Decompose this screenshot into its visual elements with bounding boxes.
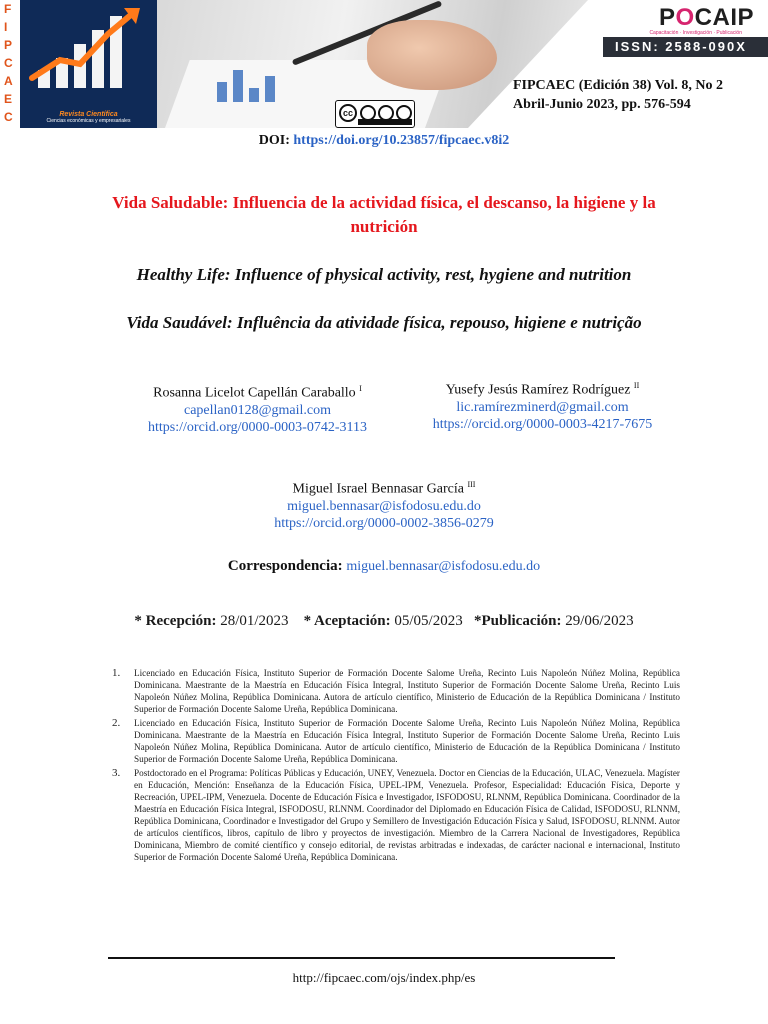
note-number: 1. — [112, 667, 121, 679]
accepted-label: * Aceptación: — [303, 613, 391, 629]
author-affiliation-mark: II — [633, 381, 640, 390]
author-email-link[interactable]: lic.ramírezminerd@gmail.com — [456, 399, 629, 415]
issn-badge: ISSN: 2588-090X — [603, 37, 768, 57]
note-text: Licenciado en Educación Física, Instituto Superior de Formación Docente Salome Ureña, Recinto Luis Napoleón Núñez Molina, República Dominicana. Maestrante de la Maestría en Educación Física Integral, Instituto Superior de Formación Docente Salome Ureña, Recinto Luis Napoleón Núñez Molina, República Dominicana. Autor de artículo científico, Ministerio de Educación de la República Dominicana / Instituto Superior de Formación Docente Salome Ureña, República Dominicana. — [134, 718, 680, 764]
doi-label: DOI: — [258, 133, 290, 148]
logo-title: Revista Científica — [59, 111, 118, 118]
received-date: 28/01/2023 — [220, 613, 289, 629]
received-label: * Recepción: — [134, 613, 217, 629]
author-name: Rosanna Licelot Capellán Caraballo $^I$ — [153, 384, 362, 401]
affiliation-note — [108, 667, 680, 715]
side-letter: E — [4, 92, 13, 106]
journal-logo — [20, 0, 157, 128]
doi-link[interactable]: https://doi.org/10.23857/fipcaec.v8i2 — [293, 133, 510, 148]
author-block — [234, 476, 534, 532]
journal-info — [513, 76, 723, 114]
author-affiliation-mark: I — [359, 384, 362, 393]
correspondence-email-link[interactable]: miguel.bennasar@isfodosu.edu.do — [346, 559, 541, 574]
affiliation-note — [108, 767, 680, 863]
title-spanish: Vida Saludable: Influencia de la actividad física, el descanso, la higiene y la nutrición — [112, 193, 656, 236]
journal-edition: FIPCAEC (Edición 38) Vol. 8, No 2 — [513, 78, 724, 93]
note-number: 2. — [112, 717, 121, 729]
title-english: Healthy Life: Influence of physical activity, rest, hygiene and nutrition — [136, 265, 632, 284]
note-text: Licenciado en Educación Física, Instituto Superior de Formación Docente Salome Ureña, Recinto Luis Napoleón Núñez Molina, República Dominicana. Maestrante de la Maestría en Educación Física Integral, Instituto Superior de Formación Docente Salome Ureña, Recinto Luis Napoleón Núñez Molina, República Dominicana. Autora de artículo científico, Ministerio de Educación de la República Dominicana / Instituto Superior de Formación Docente Salome Ureña, República Dominicana. — [134, 668, 680, 714]
author-orcid-link[interactable]: https://orcid.org/0000-0002-3856-0279 — [274, 515, 494, 531]
side-letters — [0, 0, 20, 130]
side-letter: C — [4, 56, 13, 70]
affiliation-notes — [108, 667, 680, 865]
author-block — [405, 377, 680, 433]
journal-header-banner — [0, 0, 768, 130]
journal-pages: Abril-Junio 2023, pp. 576-594 — [513, 97, 691, 112]
dates-line — [0, 613, 768, 630]
side-letter: P — [4, 38, 13, 52]
logo-subtitle: Ciencias económicas y empresariales — [46, 118, 131, 124]
author-affiliation-mark: III — [467, 480, 476, 489]
author-block — [110, 380, 405, 436]
footer-divider — [108, 957, 615, 959]
affiliation-note — [108, 717, 680, 765]
title-portuguese: Vida Saudável: Influência da atividade física, repouso, higiene e nutrição — [126, 313, 642, 332]
author-orcid-link[interactable]: https://orcid.org/0000-0003-4217-7675 — [432, 416, 653, 432]
side-letter: C — [4, 110, 13, 124]
note-number: 3. — [112, 767, 121, 779]
publisher-tagline: Capacitación · Investigación · Publicación — [649, 30, 742, 36]
side-letter: F — [4, 2, 12, 16]
author-name: Yusefy Jesús Ramírez Rodríguez $^{II}$ — [445, 381, 640, 398]
accepted-date: 05/05/2023 — [394, 613, 463, 629]
footer-url-link[interactable]: http://fipcaec.com/ojs/index.php/es — [292, 970, 476, 985]
author-email-link[interactable]: capellan0128@gmail.com — [183, 402, 331, 418]
side-letter: A — [4, 74, 13, 88]
author-orcid-link[interactable]: https://orcid.org/0000-0003-0742-3113 — [148, 419, 367, 435]
note-text: Postdoctorado en el Programa: Políticas Públicas y Educación, UNEY, Venezuela. Doctor en Ciencias de la Educación, ULAC, Venezuela. Magíster en Educación, Mención: Enseñanza de la Educación Física, UPEL-IPM, Venezuela. Profesor, Especialidad: Educación Física, Deporte y Recreación, UPEL-IPM, Venezuela. Docente de Educación Física e Investigador, ISFODOSU, RLNNM, República Dominicana. Coordinador de la Maestría en Educación Física Integral, ISFODOSU, RLNNM. Coordinador del Diplomado en Educación Física de Calidad, ISFODOSU, RLNNM, República Dominicana, Coordinador e Investigador del Grupo y Semillero de Investigación Educación Física y Salud, ISFODOSU, RLNNM. Autor de artículos científicos, libros, capítulo de libro y proyectos de investigación. Miembro de la Carrera Nacional de Investigadores, República Dominicana, Miembro de comité científico y consejo editorial, de revistas arbitradas e indexadas, de carácter nacional e internacional, Instituto Superior de Formación Docente Salomé Ureña, República Dominicana. — [134, 768, 680, 862]
published-date: 29/06/2023 — [565, 613, 634, 629]
author-name: Miguel Israel Bennasar García $^{III}$ — [292, 480, 476, 497]
doi-line — [0, 133, 768, 149]
correspondence-label: Correspondencia: — [227, 558, 343, 574]
correspondence-line — [0, 558, 768, 575]
cc-by-nc-sa-icon[interactable]: cc — [335, 100, 415, 128]
growth-chart-icon — [20, 0, 157, 100]
published-label: *Publicación: — [473, 613, 562, 629]
side-letter: I — [4, 20, 8, 34]
publisher-logo: POCAIP — [658, 4, 754, 31]
author-email-link[interactable]: miguel.bennasar@isfodosu.edu.do — [287, 498, 481, 514]
